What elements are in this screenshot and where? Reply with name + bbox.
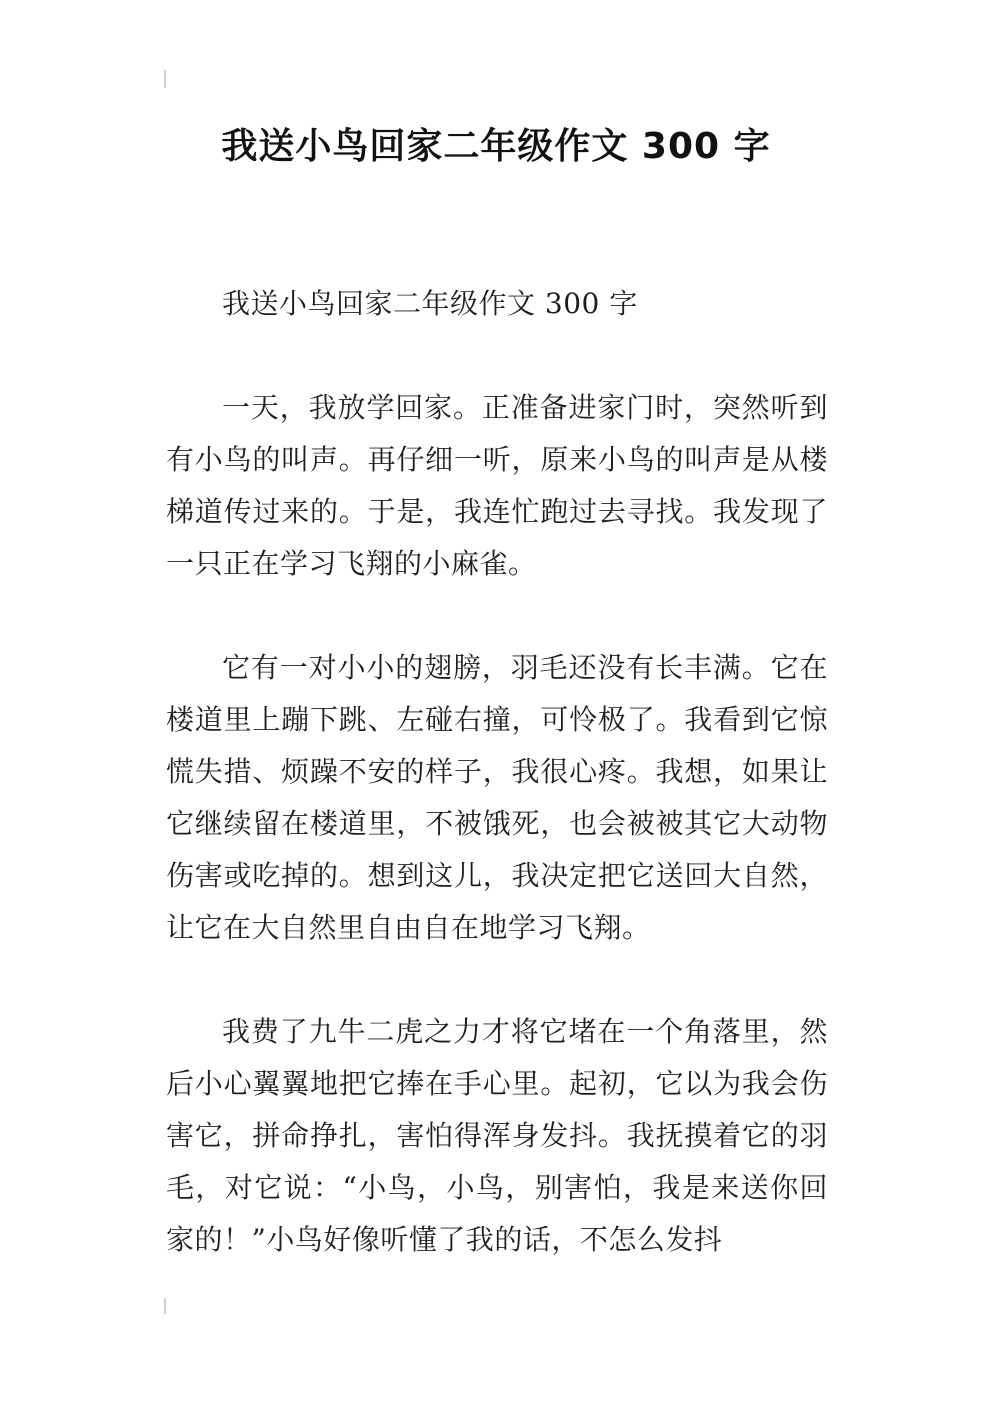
margin-mark-top: [164, 70, 166, 88]
paragraph-subtitle: 我送小鸟回家二年级作文 300 字: [222, 287, 638, 320]
margin-mark-bottom: [164, 1298, 166, 1314]
paragraph-3: 我费了九牛二虎之力才将它堵在一个角落里，然后小心翼翼地把它捧在手心里。起初，它以为我会伤害它，拼命挣扎，害怕得浑身发抖。我抚摸着它的羽毛，对它说：“小鸟，小鸟，别害怕，我是来送你回家的！”小鸟好像听懂了我的话，不怎么发抖: [166, 1015, 828, 1256]
paragraph-1: 一天，我放学回家。正准备进家门时，突然听到有小鸟的叫声。再仔细一听，原来小鸟的叫声是从楼梯道传过来的。于是，我连忙跑过去寻找。我发现了一只正在学习飞翔的小麻雀。: [166, 391, 828, 580]
essay-body: [166, 278, 828, 1266]
paragraph-2: 它有一对小小的翅膀，羽毛还没有长丰满。它在楼道里上蹦下跳、左碰右撞，可怜极了。我看到它惊慌失措、烦躁不安的样子，我很心疼。我想，如果让它继续留在楼道里，不被饿死，也会被被其它大动物伤害或吃掉的。想到这儿，我决定把它送回大自然，让它在大自然里自由自在地学习飞翔。: [166, 651, 828, 944]
document-title: 我送小鸟回家二年级作文 300 字: [221, 126, 771, 167]
